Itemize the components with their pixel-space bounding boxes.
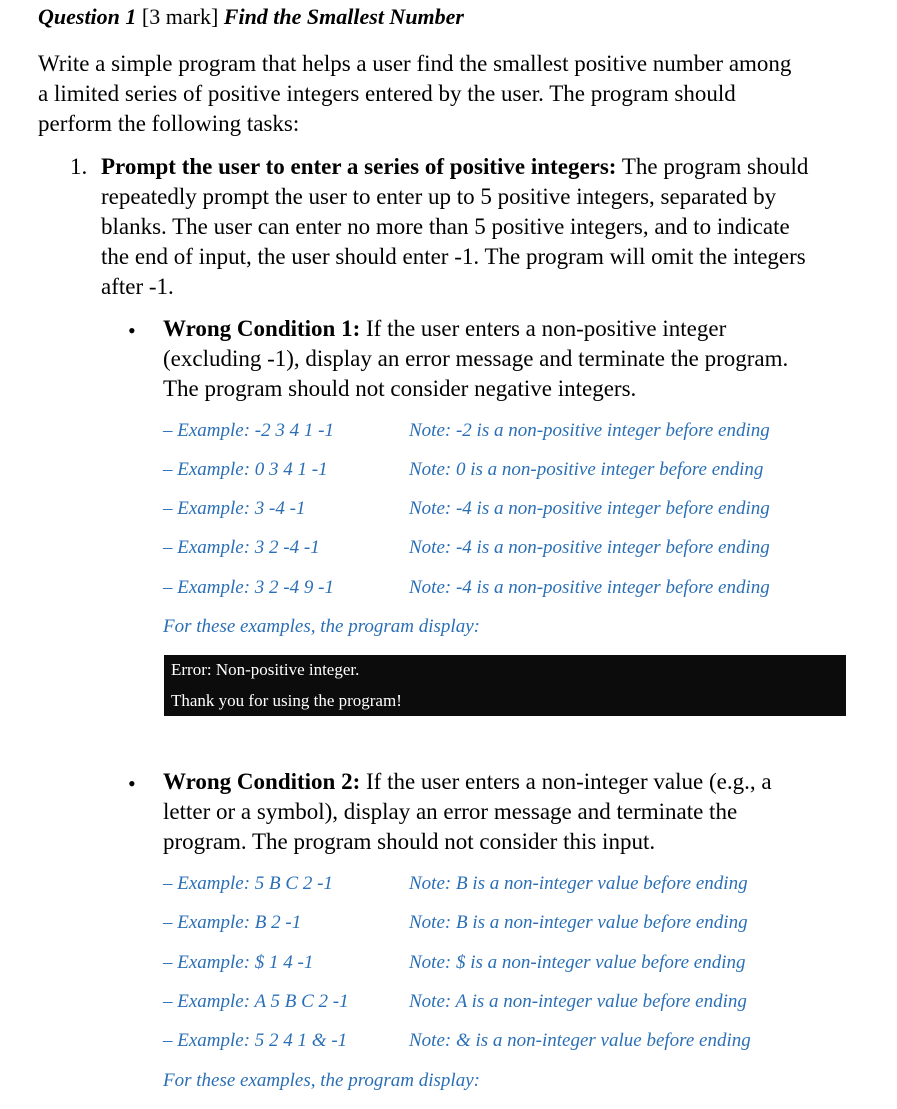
example-note: Note: B is a non-integer value before ending (409, 912, 748, 933)
item1-line: repeatedly prompt the user to enter up to 5 positive integers, separated by (101, 184, 777, 209)
example-text: – Example: -2 3 4 1 -1 (163, 420, 334, 441)
question-title: Find the Smallest Number (223, 4, 464, 29)
example-note: Note: B is a non-integer value before ending (409, 873, 748, 894)
wrong2-first-rest: If the user enters a non-integer value (e.g., a (366, 769, 772, 794)
example-text: – Example: 5 B C 2 -1 (163, 873, 333, 894)
display-intro: For these examples, the program display: (163, 1070, 480, 1091)
item1-heading: Prompt the user to enter a series of positive integers: (101, 154, 617, 179)
question-number: Question 1 (38, 4, 137, 29)
example-text: – Example: 3 -4 -1 (163, 498, 306, 519)
item1-first-line (101, 154, 808, 180)
item1-line: after -1. (101, 274, 174, 299)
wrong1-line: (excluding -1), display an error message and terminate the program. (163, 346, 789, 371)
wrong2-first-line (163, 769, 772, 795)
example-text: – Example: 0 3 4 1 -1 (163, 459, 328, 480)
wrong1-first-line (163, 316, 726, 342)
example-text: – Example: 3 2 -4 -1 (163, 537, 320, 558)
example-text: – Example: $ 1 4 -1 (163, 952, 314, 973)
example-note: Note: -4 is a non-positive integer before ending (409, 577, 770, 598)
list-number: 1. (70, 154, 88, 179)
intro-line: a limited series of positive integers entered by the user. The program should (38, 81, 736, 106)
item1-first-rest: The program should (621, 154, 809, 179)
console-line: Error: Non-positive integer. (171, 660, 360, 679)
example-note: Note: $ is a non-integer value before ending (409, 952, 746, 973)
display-intro: For these examples, the program display: (163, 616, 480, 637)
example-note: Note: -2 is a non-positive integer before ending (409, 420, 770, 441)
console-line: Thank you for using the program! (171, 691, 402, 710)
example-text: – Example: B 2 -1 (163, 912, 302, 933)
example-note: Note: & is a non-integer value before ending (409, 1030, 751, 1051)
question-header (38, 4, 464, 30)
example-note: Note: A is a non-integer value before ending (409, 991, 747, 1012)
wrong2-line: program. The program should not consider this input. (163, 829, 656, 854)
example-text: – Example: 5 2 4 1 & -1 (163, 1030, 348, 1051)
example-note: Note: -4 is a non-positive integer before ending (409, 537, 770, 558)
wrong1-heading: Wrong Condition 1: (163, 316, 361, 341)
wrong1-line: The program should not consider negative integers. (163, 376, 637, 401)
example-note: Note: 0 is a non-positive integer before ending (409, 459, 764, 480)
example-text: – Example: A 5 B C 2 -1 (163, 991, 349, 1012)
wrong2-heading: Wrong Condition 2: (163, 769, 361, 794)
bullet-icon: • (128, 318, 136, 343)
console-output (164, 655, 846, 716)
bullet-icon: • (128, 771, 136, 796)
item1-line: blanks. The user can enter no more than 5 positive integers, and to indicate (101, 214, 790, 239)
item1-line: the end of input, the user should enter -1. The program will omit the integers (101, 244, 806, 269)
intro-line: Write a simple program that helps a user find the smallest positive number among (38, 51, 792, 76)
wrong2-line: letter or a symbol), display an error message and terminate the (163, 799, 738, 824)
example-text: – Example: 3 2 -4 9 -1 (163, 577, 334, 598)
question-mark: [3 mark] (141, 4, 219, 29)
example-note: Note: -4 is a non-positive integer before ending (409, 498, 770, 519)
intro-line: perform the following tasks: (38, 111, 300, 136)
wrong1-first-rest: If the user enters a non-positive integer (366, 316, 727, 341)
